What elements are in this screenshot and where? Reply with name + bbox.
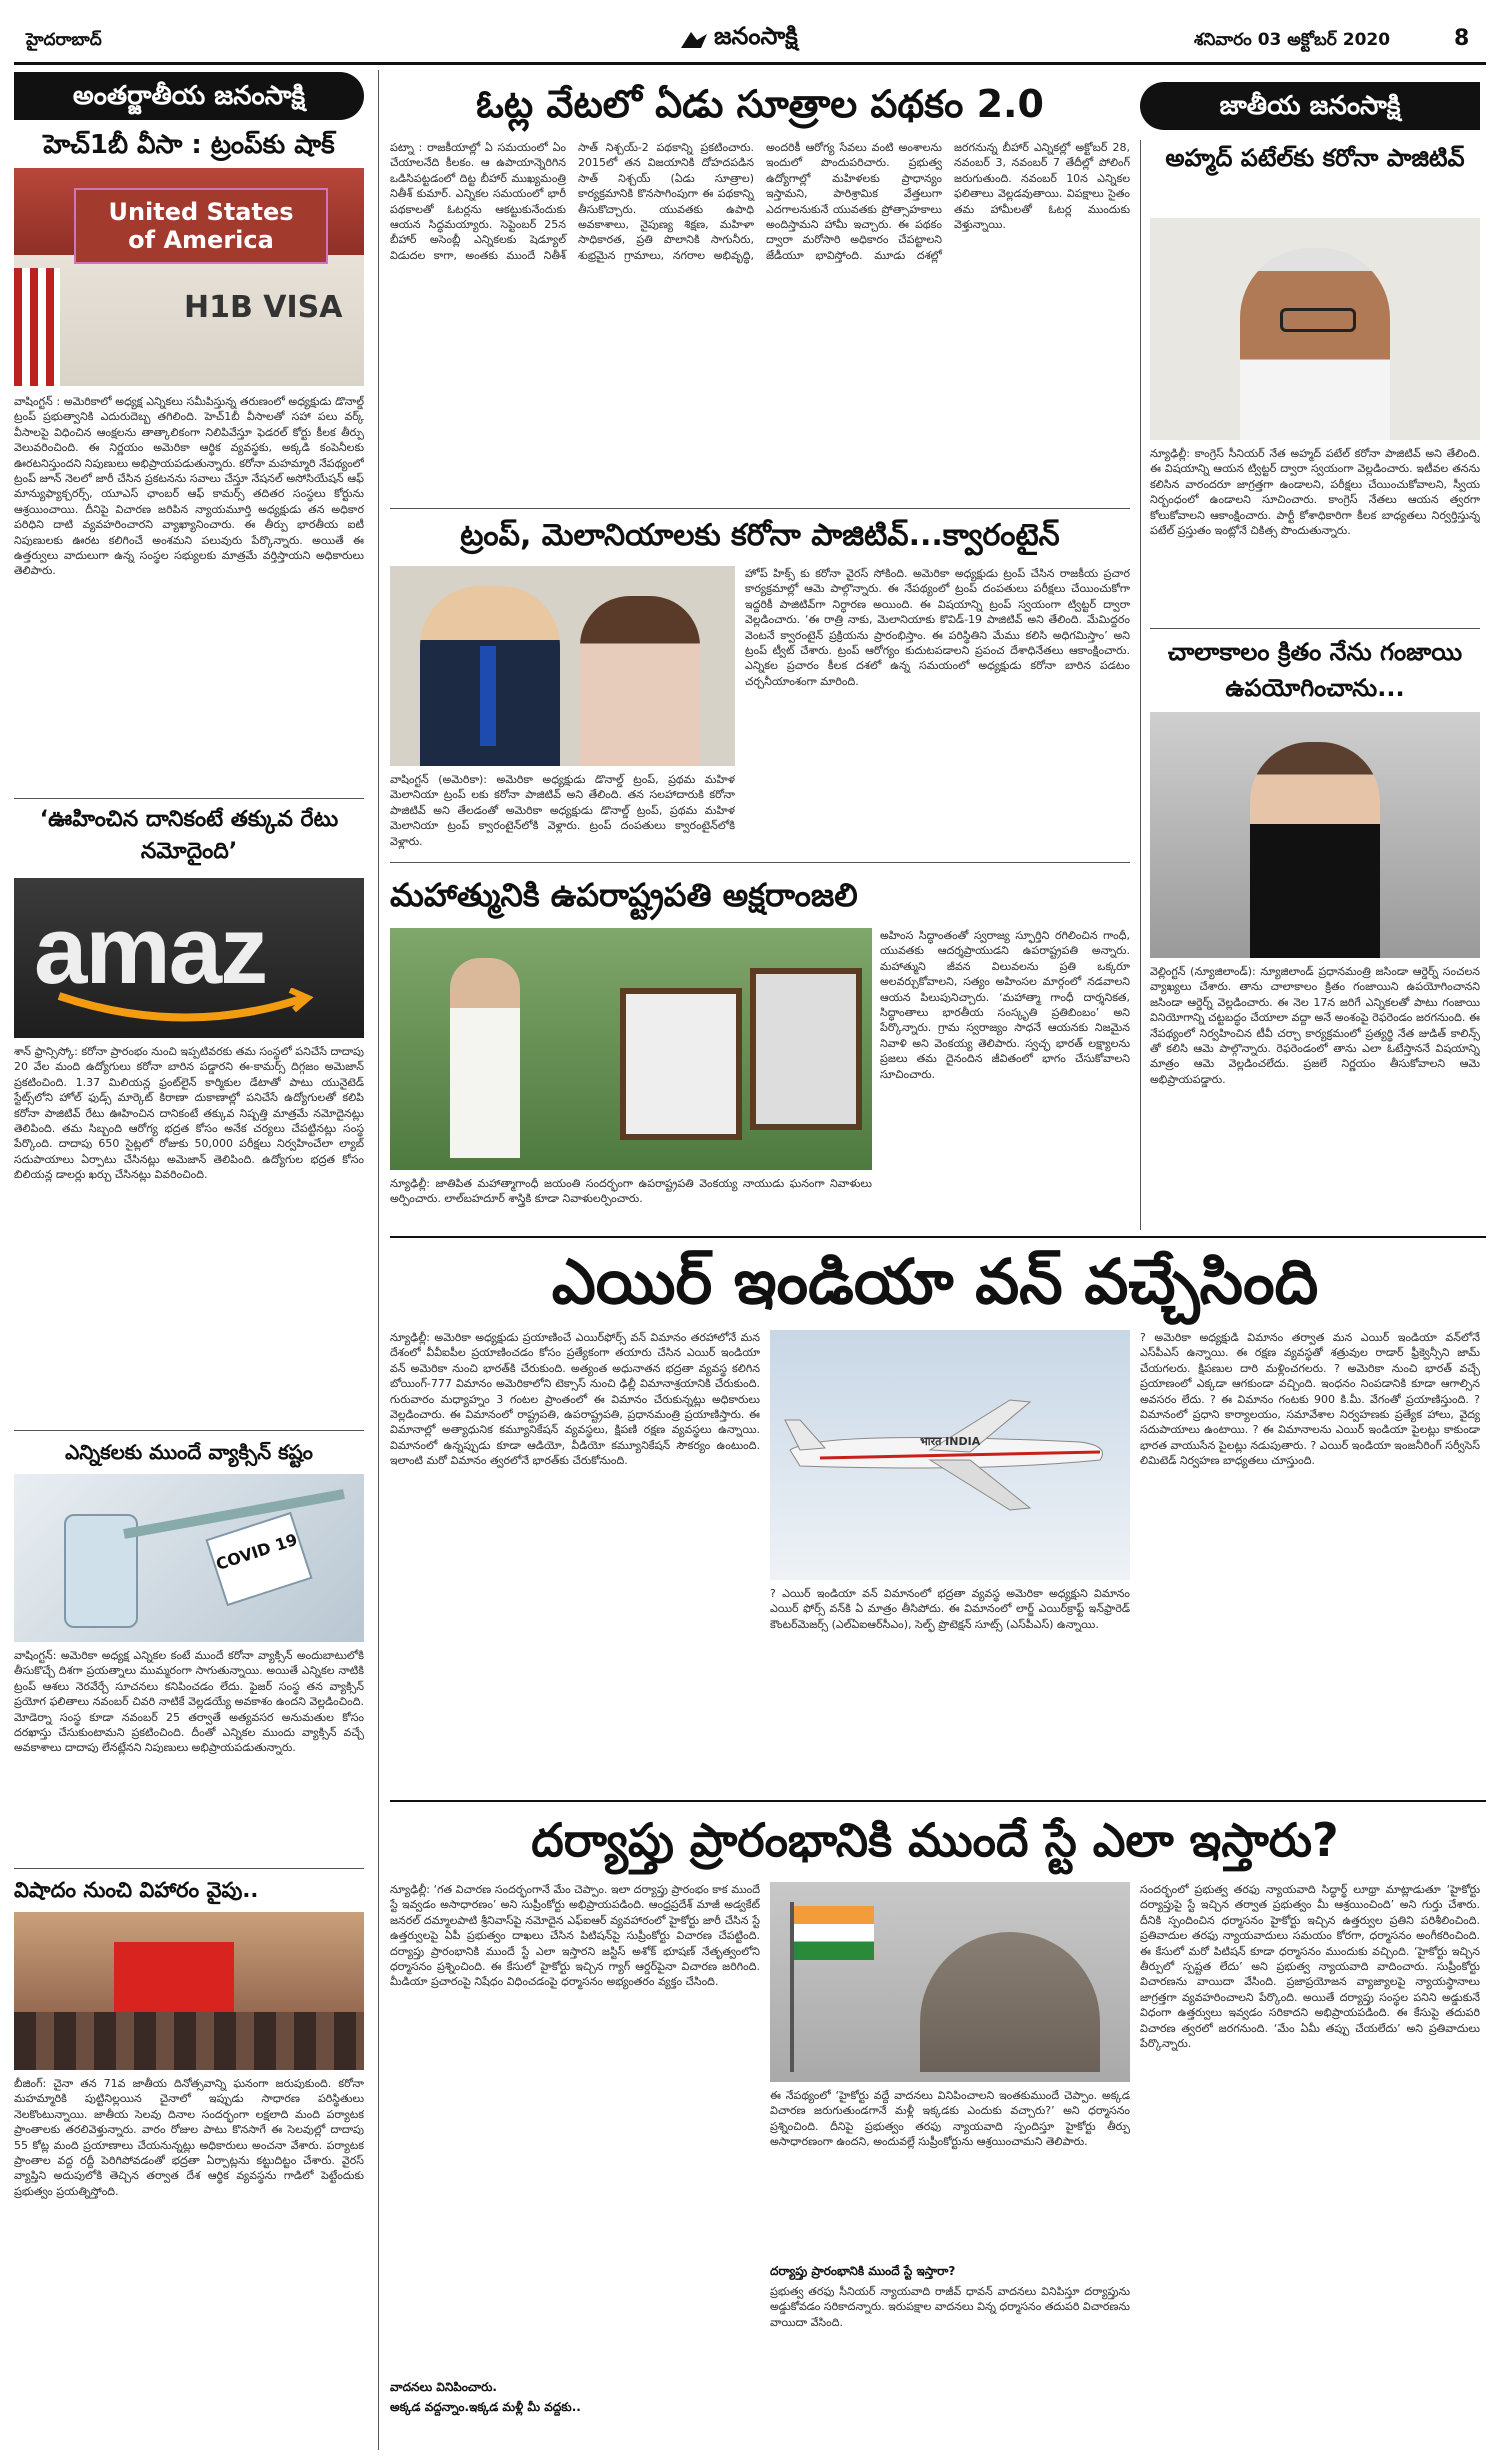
bihar-headline: ఓట్ల వేటలో ఏడు సూత్రాల పథకం 2.0: [476, 82, 1044, 126]
date-label: శనివారం 03 అక్టోబర్ 2020: [1194, 30, 1391, 50]
court-subhead-2: అక్కడ వద్దన్నాం.ఇక్కడ మళ్లీ మీ వద్దకు..: [390, 2400, 581, 2414]
amazon-body: శాన్‌ ఫ్రాన్సిస్కో: కరోనా ప్రారంభం నుంచి ఇప్పటివరకు తమ సంస్థలో పనిచేసే దాదాపు 20 వేల మంది ఉద్యోగులు కరోనా బారిన పడ్డారని ఈ-కామర్స్‌ దిగ్గజం అమెజాన్‌ ప్రకటించింది. 1.37 మిలియన్ల ఫ్రంట్‌లైన్‌ కార్మికుల డేటాతో పాటు యునైటెడ్‌ స్టేట్స్‌లోని హోల్‌ ఫుడ్స్‌ మార్కెట్‌ కిరాణా దుకాణాల్లో పనిచేసే ఉద్యోగులతో కలిపి కరోనా పాజిటివ్‌ రేటు ఊహించిన దానికంటే తక్కువ నిష్పత్తి మాత్రమే నమోదైనట్లు తెలిపింది. తమ సిబ్బంది ఆరోగ్య భద్రత కోసం అనేక చర్యలు చేపట్టినట్లు సంస్థ పేర్కొంది. దాదాపు 650 సైట్లలో రోజుకు 50,000 పరీక్షలు నిర్వహించేలా ల్యాబ్‌ సదుపాయాలు ఏర్పాటు చేసినట్లు అమెజాన్‌ తెలిపింది. ఉద్యోగుల భద్రత కోసం బిలియన్ల డాలర్లు ఖర్చు చేసినట్లు వివరించింది.: [14, 1045, 364, 1182]
airplane-icon: [780, 1380, 1120, 1530]
trump-body: హోప్‌ హిక్స్‌ కు కరోనా వైరస్‌ సోకింది. అమెరికా అధ్యక్షుడు ట్రంప్‌ చేసిన రాజకీయ ప్రచార కార్యక్రమాల్లో ఆమె పాల్గొన్నారు. ఈ నేపథ్యంలో ట్రంప్‌ దంపతులు పరీక్షలు చేయించుకోగా ఇద్దరికీ పాజిటివ్‌గా నిర్ధారణ అయింది. ఈ విషయాన్ని ట్రంప్‌ స్వయంగా ట్విట్టర్‌ ద్వారా వెల్లడించారు. ‘ఈ రాత్రి నాకు, మెలానియాకు కొవిడ్‌-19 పాజిటివ్‌ అని తేలింది. మేమిద్దరం వెంటనే క్వారంటైన్‌ ప్రక్రియను ప్రారంభిస్తాం. ఈ పరిస్థితిని మేము కలిసి అధిగమిస్తాం’ అని ట్రంప్‌ ట్వీట్‌ చేశారు. ట్రంప్‌ ఆరోగ్యం కుదుటపడాలని ప్రపంచ దేశాధినేతలు ఆకాంక్షించారు. ఎన్నికల ప్రచారం కీలక దశలో ఉన్న సమయంలో అధ్యక్షుడు కరోనా బారిన పడటం చర్చనీయాంశంగా మారింది.: [745, 567, 1130, 688]
china-crowd-photo: [14, 1912, 364, 2070]
air-india-body-right: ? అమెరికా అధ్యక్షుడి విమానం తర్వాత మన ఎయిర్‌ ఇండియా వన్‌లోనే ఎస్‌పీఎస్‌ ఉన్నాయి. ఈ రక్షణ వ్యవస్థతో శత్రువుల రాడార్‌ ఫ్రీక్వెన్సీని జామ్‌ చేయగలరు. క్షిపణుల దారి మళ్లించగలరు. ? అమెరికా నుంచి భారత్‌ వచ్చే ప్రయాణంలో ఎక్కడా ఆగకుండా వచ్చింది. ఇంధనం నింపడానికి కూడా ఆగాల్సిన అవసరం లేదు. ? ఈ విమానం గంటకు 900 కి.మీ. వేగంతో ప్రయాణిస్తుంది. ? విమానంలో ప్రధాని కార్యాలయం, సమావేశాల నిర్వహణకు ప్రత్యేక హాలు, వైద్య సదుపాయాలు ఉంటాయి. ? ఈ విమానాలను ఎయిర్‌ ఇండియా పైలట్లు కాకుండా భారత వాయుసేన పైలట్లు నడుపుతారు. ? ఎయిర్‌ ఇండియా ఇంజనీరింగ్‌ సర్వీసెస్‌ లిమిటెడ్‌ నిర్వహణ బాధ్యతలు చూస్తుంది.: [1140, 1331, 1480, 1468]
divider: [390, 862, 1130, 863]
divider: [390, 1800, 1486, 1802]
court-subhead-1: వాదనలు వినిపించారు.: [390, 2380, 497, 2394]
logo-hand-icon: [679, 28, 709, 52]
section-national: జాతీయ జనంసాక్షి: [1140, 82, 1480, 130]
court-body-center-2: ప్రభుత్వ తరఫు సీనియర్‌ న్యాయవాది రాజీవ్‌ ధావన్‌ వాదనలు వినిపిస్తూ దర్యాప్తును అడ్డుకోవడం సరికాదన్నారు. ఇరుపక్షాల వాదనలు విన్న ధర్మాసనం తదుపరి విచారణను వాయిదా వేసింది.: [770, 2285, 1130, 2329]
india-flag: [794, 1906, 874, 1960]
flag-stripes: [14, 268, 60, 386]
photo-text-usa: [74, 188, 328, 264]
divider: [14, 1430, 364, 1431]
trump-headline: ట్రంప్‌, మెలానియాలకు కరోనా పాజిటివ్‌...క్వారంటైన్‌: [460, 518, 1060, 553]
glasses-icon: [1280, 308, 1356, 332]
masthead: [14, 22, 1486, 60]
divider: [390, 1236, 1486, 1238]
page-number: 8: [1454, 26, 1470, 51]
gandhi-tribute-photo: [390, 928, 872, 1170]
ahmed-patel-photo: [1150, 218, 1480, 440]
melania-figure: [580, 596, 700, 766]
air-india-one-plane-photo: [770, 1330, 1130, 1580]
china-headline: విషాదం నుంచి విహారం వైపు..: [14, 1878, 259, 1902]
court-body-left: న్యూఢిల్లీ: ‘గత విచారణ సందర్భంగానే మేం చెప్పాం. ఇలా దర్యాప్తు ప్రారంభం కాక ముందే స్టే ఇవ్వడం అసాధారణం’ అని సుప్రీంకోర్టు అభిప్రాయపడింది. ఆంధ్రప్రదేశ్‌ మాజీ అడ్వకేట్‌ జనరల్‌ దమ్మాలపాటి శ్రీనివాస్‌పై నమోదైన ఎఫ్‌ఐఆర్‌ వ్యవహారంలో హైకోర్టు జారీ చేసిన స్టే ఉత్తర్వులపై ఏపీ ప్రభుత్వం దాఖలు చేసిన పిటిషన్‌పై సుప్రీంకోర్టు విచారణ చేపట్టింది. దర్యాప్తు ప్రారంభానికి ముందే స్టే ఎలా ఇస్తారని జస్టిస్‌ అశోక్‌ భూషణ్‌ నేతృత్వంలోని ధర్మాసనం ప్రశ్నించింది. ఈ కేసులో హైకోర్టు ఇచ్చిన గ్యాగ్‌ ఆర్డర్‌పైనా విచారణ జరిగింది. మీడియా ప్రచారంపై నిషేధం విధించడంపై ధర్మాసనం అభ్యంతరం వ్యక్తం చేసింది.: [390, 1883, 760, 1989]
amazon-smile-icon: [54, 988, 314, 1028]
h1b-headline: హెచ్1బీ వీసా : ట్రంప్‌కు షాక్: [43, 130, 335, 160]
court-headline: దర్యాప్తు ప్రారంభానికి ముందే స్టే ఎలా ఇస్తారు?: [531, 1813, 1339, 1867]
china-flag: [114, 1942, 234, 2012]
vaccine-body: వాషింగ్టన్‌: అమెరికా అధ్యక్ష ఎన్నికల కంటే ముందే కరోనా వ్యాక్సిన్‌ అందుబాటులోకి తీసుకొచ్చే దిశగా ప్రయత్నాలు ముమ్మరంగా సాగుతున్నాయి. అయితే ఎన్నికల నాటికి ట్రంప్‌ ఆశలు నెరవేర్చే సూచనలు కనిపించడం లేదు. ఫైజర్‌ సంస్థ తన వ్యాక్సిన్‌ ప్రయోగ ఫలితాలు నవంబర్‌ చివరి నాటికే వెల్లడయ్యే అవకాశం ఉందని వెల్లడించింది. మోడెర్నా సంస్థ కూడా నవంబర్‌ 25 తర్వాతే అత్యవసర అనుమతుల కోసం దరఖాస్తు చేసుకుంటామని ప్రకటించింది. దీంతో ఎన్నికల ముందు వ్యాక్సిన్‌ వచ్చే అవకాశాలు దాదాపు లేనట్లేనని నిపుణులు అభిప్రాయపడుతున్నారు.: [14, 1649, 364, 1755]
air-india-headline: ఎయిర్‌ ఇండియా వన్‌ వచ్చేసింది: [551, 1245, 1319, 1318]
masthead-rule: [14, 62, 1486, 65]
gandhi-body: అహింస సిద్ధాంతంతో స్వరాజ్య స్ఫూర్తిని రగిలించిన గాంధీ, యువతకు ఆదర్శప్రాయుడని ఉపరాష్ట్రపతి అన్నారు. మహాత్ముని జీవన విలువలను ప్రతి ఒక్కరూ అలవర్చుకోవాలని, సత్యం అహింసల మార్గంలో నడవాలని ఆయన పిలుపునిచ్చారు. ‘మహాత్మా గాంధీ దార్శనికత, సిద్ధాంతాలు భారతీయ సంస్కృతి ప్రతిబింబం’ అని పేర్కొన్నారు. గ్రామ స్వరాజ్యం సాధనే ఆయనకు నిజమైన నివాళి అని వెంకయ్య తెలిపారు. స్వచ్ఛ భారత్‌ లక్ష్యాలను ప్రజలు తమ దైనందిన జీవితంలో భాగం చేసుకోవాలని సూచించారు.: [880, 929, 1130, 1081]
court-dome: [920, 1932, 1100, 2072]
amazon-logo-text: amaz: [34, 897, 267, 1004]
jacinda-ardern-photo: [1150, 712, 1480, 958]
supreme-court-photo: [770, 1882, 1130, 2082]
patel-figure: [1240, 248, 1390, 440]
air-india-body-left: న్యూఢిల్లీ: అమెరికా అధ్యక్షుడు ప్రయాణించే ఎయిర్‌ఫోర్స్‌ వన్‌ విమానం తరహాలోనే మన దేశంలో వీవీఐపీల ప్రయాణించడం కోసం ప్రత్యేకంగా తయారు చేసిన ఎయిర్‌ ఇండియా వన్‌ అమెరికా నుంచి భారత్‌కి చేరుకుంది. అత్యంత అధునాతన భద్రతా వ్యవస్థ కలిగిన బోయింగ్‌-777 విమానం అమెరికాలోని టెక్సాస్‌ నుంచి ఢిల్లీ విమానాశ్రయానికి చేరుకుంది. గురువారం మధ్యాహ్నం 3 గంటల ప్రాంతంలో ఈ విమానం చేరుకున్నట్లు అధికారులు వెల్లడించారు. ఈ విమానంలో రాష్ట్రపతి, ఉపరాష్ట్రపతి, ప్రధానమంత్రి ప్రయాణిస్తారు. ఈ విమానాల్లో అత్యాధునిక కమ్యూనికేషన్‌ వ్యవస్థలు, క్షిపణి రక్షణ వ్యవస్థలు ఉన్నాయి. విమానంలో ఉన్నప్పుడు కూడా ఆడియో, వీడియో కమ్యూనికేషన్‌ సౌకర్యం ఉంటుంది. ఇలాంటి మరో విమానం త్వరలోనే భారత్‌కు చేరుకోనుంది.: [390, 1331, 760, 1468]
divider: [390, 508, 1130, 509]
gandhi-headline: మహాత్మునికి ఉపరాష్ట్రపతి అక్షరాంజలి: [390, 876, 858, 914]
section-international: అంతర్జాతీయ జనంసాక్షి: [14, 72, 364, 120]
gandhi-portrait: [620, 988, 742, 1140]
ardern-headline: చాలాకాలం క్రితం నేను గంజాయి ఉపయోగించాను...: [1167, 638, 1463, 702]
vaccine-headline: ఎన్నికలకు ముందే వ్యాక్సిన్‌ కష్టం: [65, 1440, 313, 1464]
column-divider: [1140, 140, 1141, 1230]
ardern-body: వెల్లింగ్టన్‌ (న్యూజిలాండ్‌): న్యూజిలాండ్‌ ప్రధానమంత్రి జసిండా ఆర్డెర్న్‌ సంచలన వ్యాఖ్యలు చేశారు. తాను చాలాకాలం క్రితం గంజాయిని ఉపయోగించానని జసిండా ఆర్డెర్న్‌ వెల్లడించారు. ఈ నెల 17న జరిగే ఎన్నికలతో పాటు గంజాయి వినియోగాన్ని చట్టబద్ధం చేయాలా వద్దా అనే అంశంపై రెఫరెండం జరగనుంది. ఈ నేపథ్యంలో నిర్వహించిన టీవీ చర్చా కార్యక్రమంలో ప్రత్యర్థి నేత జుడిత్‌ కాలిన్స్‌ తో కలిసి ఆమె పాల్గొన్నారు. రెఫరెండంలో తాను ఎలా ఓటేస్తాననే విషయాన్ని మాత్రం ఆమె వెల్లడించలేదు. ప్రజలే నిర్ణయం తీసుకోవాలని ఆమె అభిప్రాయపడ్డారు.: [1150, 965, 1480, 1086]
paper-logo: జనంసాక్షి: [714, 22, 798, 50]
divider: [14, 798, 364, 799]
crowd: [14, 2012, 364, 2070]
shastri-portrait: [750, 968, 862, 1130]
divider: [1150, 628, 1480, 629]
amazon-logo-photo: [14, 878, 364, 1038]
trump-tie: [480, 646, 496, 746]
china-body: బీజింగ్‌: చైనా తన 71వ జాతీయ దినోత్సవాన్ని ఘనంగా జరుపుకుంది. కరోనా మహమ్మారికి పుట్టినిల్లయిన చైనాలో ఇప్పుడు సాధారణ పరిస్థితులు నెలకొంటున్నాయి. జాతీయ సెలవు దినాల సందర్భంగా లక్షలాది మంది పర్యాటక ప్రాంతాలకు తరలివెళ్తున్నారు. వారం రోజుల పాటు కొనసాగే ఈ సెలవుల్లో దాదాపు 55 కోట్ల మంది ప్రయాణాలు చేయనున్నట్లు అధికారులు అంచనా వేశారు. పర్యాటక ప్రాంతాల వద్ద రద్దీ పెరిగిపోవడంతో భద్రతా ఏర్పాట్లను కట్టుదిట్టం చేశారు. వైరస్‌ వ్యాప్తిని అదుపులోకి తెచ్చిన తర్వాత దేశ ఆర్థిక వ్యవస్థను గాడిలో పెట్టేందుకు ప్రభుత్వం ప్రయత్నిస్తోంది.: [14, 2077, 364, 2198]
court-body-center: ఈ నేపథ్యంలో ‘హైకోర్టు వద్దే వాదనలు వినిపించాలని ఇంతకుముందే చెప్పాం. అక్కడ విచారణ జరుగుతుండగానే మళ్లీ ఇక్కడకు ఎందుకు వచ్చారు?’ అని ధర్మాసనం ప్రశ్నించింది. దీనిపై ప్రభుత్వం తరఫు న్యాయవాది స్పందిస్తూ హైకోర్టు తీర్పు అసాధారణంగా ఉందని, అందువల్లే సుప్రీంకోర్టును ఆశ్రయించామని తెలిపారు.: [770, 2089, 1130, 2149]
divider: [14, 1868, 364, 1869]
photo-text-line-1: United States: [108, 198, 294, 226]
plane-livery-text: भारत INDIA: [920, 1435, 981, 1448]
air-india-caption: ? ఎయిర్‌ ఇండియా వన్‌ విమానంలో భద్రతా వ్యవస్థ అమెరికా అధ్యక్షుని విమానం ఎయిర్‌ ఫోర్స్‌ వన్‌కి ఏ మాత్రం తీసిపోదు. ఈ విమానంలో లార్జ్‌ ఎయిర్‌క్రాఫ్ట్‌ ఇన్‌ఫ్రారెడ్‌ కౌంటర్‌మెజర్స్‌ (ఎల్‌ఏఐఆర్‌సీఎం), సెల్ఫ్‌ ప్రొటెక్షన్‌ సూట్స్‌ (ఎస్‌పీఎస్‌) ఉన్నాయి.: [770, 1587, 1130, 1631]
city-label: హైదరాబాద్: [26, 30, 102, 50]
gandhi-caption: న్యూఢిల్లీ: జాతిపిత మహాత్మాగాంధీ జయంతి సందర్భంగా ఉపరాష్ట్రపతి వెంకయ్య నాయుడు ఘనంగా నివాళులు అర్పించారు. లాల్‌బహదూర్‌ శాస్త్రికి కూడా నివాళులర్పించారు.: [390, 1177, 872, 1206]
h1b-body: వాషింగ్టన్‌ : అమెరికాలో అధ్యక్ష ఎన్నికలు సమీపిస్తున్న తరుణంలో అధ్యక్షుడు డొనాల్డ్‌ ట్రంప్‌ ప్రభుత్వానికి ఎదురుదెబ్బ తగిలింది. హెచ్‌1బీ వీసాలతో సహా పలు వర్క్‌ వీసాలపై విధించిన ఆంక్షలను తాత్కాలికంగా నిలిపివేస్తూ ఫెడరల్‌ కోర్టు కీలక తీర్పు వెలువరించింది. ఈ నిర్ణయం అమెరికా ఆర్థిక వ్యవస్థకు, అక్కడి కంపెనీలకు ఊరటనిస్తుందని నిపుణులు అభిప్రాయపడుతున్నారు. కరోనా మహమ్మారి నేపథ్యంలో ట్రంప్‌ జూన్‌ నెలలో జారీ చేసిన ప్రకటనను సవాలు చేస్తూ నేషనల్‌ అసోసియేషన్‌ ఆఫ్‌ మాన్యుఫ్యాక్చరర్స్‌, యూఎస్‌ ఛాంబర్‌ ఆఫ్‌ కామర్స్‌ తదితర సంస్థలు కోర్టును ఆశ్రయించాయి. దీనిపై విచారణ జరిపిన న్యాయమూర్తి అధ్యక్షుడు తన అధికార పరిధిని దాటి వ్యవహరించారని వ్యాఖ్యానించారు. ఈ తీర్పు భారతీయ ఐటీ నిపుణులకు ఊరట కలిగించే అంశమని పలువురు పేర్కొన్నారు. అయితే ఈ ఉత్తర్వులు వాదులుగా ఉన్న సంస్థల సభ్యులకు మాత్రమే వర్తిస్తాయని అధికారులు తెలిపారు.: [14, 395, 364, 578]
photo-text-line-2: of America: [128, 226, 274, 254]
vice-president-figure: [450, 958, 520, 1158]
patel-headline: అహ్మద్‌ పటేల్‌కు కరోనా పాజిటివ్‌: [1165, 144, 1465, 172]
bihar-body: పట్నా : రాజకీయాల్లో ఏ సమయంలో ఏం చేయాలనేది కీలకం. ఆ ఉపాయాన్నెరిగిన ఒడిసిపట్టడంలో దిట్ట బీహార్‌ ముఖ్యమంత్రి నితీశ్‌ కుమార్‌. ఎన్నికల సమయంలో భారీ పథకాలతో ఓటర్లను ఆకట్టుకునేందుకు ఆయన సిద్ధమయ్యారు. సెప్టెంబర్‌ 25న బీహార్‌ అసెంబ్లీ ఎన్నికలకు షెడ్యూల్‌ విడుదల కాగా, అంతకు ముందే నితీశ్‌ సాత్‌ నిశ్చయ్‌-2 పథకాన్ని ప్రకటించారు. 2015లో తన విజయానికి దోహదపడిన సాత్‌ నిశ్చయ్‌ (ఏడు సూత్రాల) కార్యక్రమానికి కొనసాగింపుగా ఈ పథకాన్ని తీసుకొచ్చారు. యువతకు ఉపాధి అవకాశాలు, నైపుణ్య శిక్షణ, మహిళా సాధికారత, ప్రతి పొలానికి సాగునీరు, శుభ్రమైన గ్రామాలు, నగరాల అభివృద్ధి, అందరికీ ఆరోగ్య సేవలు వంటి అంశాలను ఇందులో పొందుపరిచారు. ప్రభుత్వ ఉద్యోగాల్లో మహిళలకు ప్రాధాన్యం ఇస్తామని, పారిశ్రామిక వేత్తలుగా ఎదగాలనుకునే యువతకు ప్రోత్సాహకాలు అందిస్తామని హామీ ఇచ్చారు. ఈ పథకం ద్వారా మరోసారి అధికారం చేపట్టాలని జేడీయూ భావిస్తోంది. మూడు దశల్లో జరగనున్న బీహార్‌ ఎన్నికల్లో అక్టోబర్‌ 28, నవంబర్‌ 3, నవంబర్‌ 7 తేదీల్లో పోలింగ్‌ జరుగుతుంది. నవంబర్‌ 10న ఎన్నికల ఫలితాలు వెల్లడవుతాయి. విపక్షాలు సైతం తమ హామీలతో ఓటర్ల ముందుకు వెళ్తున్నాయి.: [390, 141, 1130, 262]
amazon-headline: ‘ఊహించిన దానికంటే తక్కువ రేటు నమోదైంది’: [39, 807, 339, 864]
trump-melania-photo: [390, 566, 735, 766]
syringe-icon: [114, 1484, 354, 1544]
trump-caption: వాషింగ్టన్‌ (అమెరికా): అమెరికా అధ్యక్షుడు డొనాల్డ్‌ ట్రంప్‌, ప్రథమ మహిళ మెలానియా ట్రంప్‌ లకు కరోనా పాజిటివ్‌ అని తేలింది. తన సలహాదారుకి కరోనా పాజిటివ్‌ అని తేలడంతో అమెరికా అధ్యక్షుడు డొనాల్డ్‌ ట్రంప్‌, ప్రథమ మహిళ మెలానియా ట్రంప్‌ క్వారంటైన్‌లోకి వెళ్లారు. ట్రంప్‌ దంపతులు క్వారంటైన్‌లోకి వెళ్లారు.: [390, 773, 735, 848]
column-divider: [378, 70, 379, 2450]
court-subhead-3: దర్యాప్తు ప్రారంభానికి ముందే స్టే ఇస్తారా?: [770, 2264, 956, 2278]
covid-vaccine-photo: [14, 1474, 364, 1642]
photo-text-visa: H1B VISA: [184, 290, 343, 325]
h1b-visa-photo: [14, 168, 364, 386]
covid-label: COVID 19: [205, 1512, 312, 1606]
ardern-figure: [1250, 742, 1380, 958]
court-body-right: సందర్భంలో ప్రభుత్వ తరఫు న్యాయవాది సిద్ధార్థ్‌ లూథ్రా మాట్లాడుతూ ‘హైకోర్టు దర్యాప్తుపై స్టే ఇచ్చిన తర్వాత ప్రభుత్వం మీ ఆశ్రయించింది’ అని గుర్తు చేశారు. దీనికి స్పందించిన ధర్మాసనం హైకోర్టు ఇచ్చిన ఉత్తర్వుల ప్రతిని పరిశీలించింది. ప్రతివాదుల తరఫు న్యాయవాదులు సమయం కోరగా, ధర్మాసనం అంగీకరించింది. ఈ కేసులో మరో పిటిషన్‌ కూడా ధర్మాసనం ముందుకు వచ్చింది. ‘హైకోర్టు ఇచ్చిన తీర్పులో స్పష్టత లేదు’ అని ప్రభుత్వ న్యాయవాది వాదించారు. సుప్రీంకోర్టు విచారణను వాయిదా వేసింది. ప్రజాప్రయోజన వ్యాజ్యాలపై న్యాయస్థానాలు జాగ్రత్తగా వ్యవహరించాలని పేర్కొంది. అయితే దర్యాప్తు సంస్థల పనిని అడ్డుకునే విధంగా ఉత్తర్వులు ఇవ్వడం సరికాదని అభిప్రాయపడింది. ఈ కేసుపై తదుపరి విచారణ త్వరలో జరగనుంది. ‘మేం ఏమీ తప్పు చేయలేదు’ అని ప్రతివాదులు పేర్కొన్నారు.: [1140, 1883, 1480, 2051]
patel-body: న్యూఢిల్లీ: కాంగ్రెస్‌ సీనియర్‌ నేత అహ్మద్‌ పటేల్‌ కరోనా పాజిటివ్‌ అని తేలింది. ఈ విషయాన్ని ఆయన ట్విట్టర్‌ ద్వారా స్వయంగా వెల్లడించారు. ఇటీవల తనను కలిసిన వారందరూ జాగ్రత్తగా ఉండాలని, పరీక్షలు చేయించుకోవాలని, స్వీయ నిర్బంధంలో ఉండాలని సూచించారు. కాంగ్రెస్‌ నేతలు ఆయన త్వరగా కోలుకోవాలని ఆకాంక్షించారు. పార్టీ కోశాధికారిగా కీలక బాధ్యతలు నిర్వర్తిస్తున్న పటేల్‌ ప్రస్తుతం ఇంట్లోనే చికిత్స పొందుతున్నారు.: [1150, 447, 1480, 538]
